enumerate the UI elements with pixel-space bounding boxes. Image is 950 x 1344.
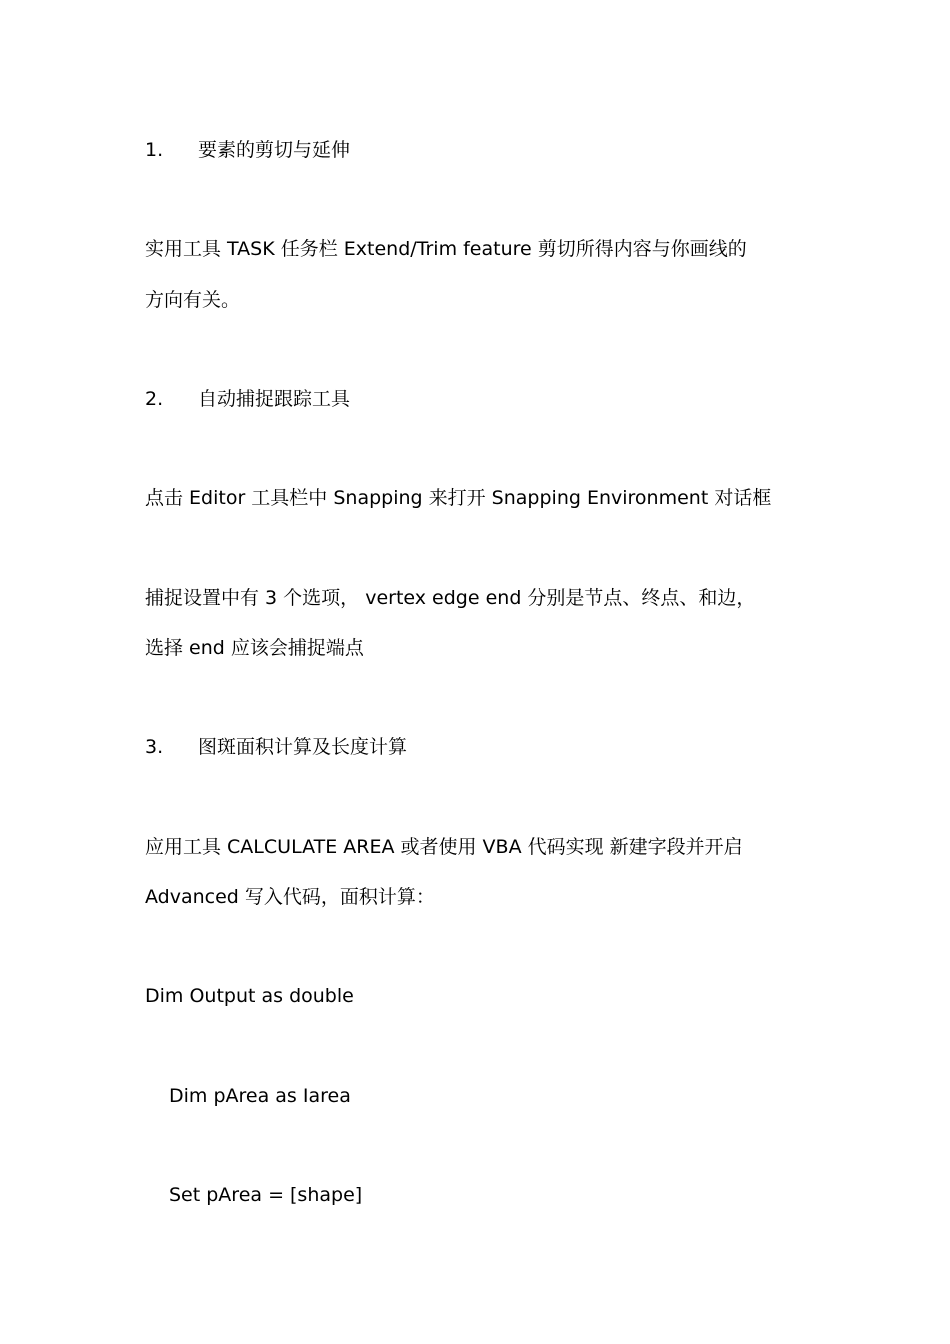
section-1-heading	[145, 138, 350, 162]
section-2-paragraph-2-line-2: 选择 end 应该会捕捉端点	[145, 637, 364, 659]
section-3-body-line-2: Advanced 写入代码，面积计算：	[145, 886, 435, 908]
section-2-number: 2.	[145, 388, 164, 410]
section-2-paragraph-2-line-1: 捕捉设置中有 3 个选项， vertex edge end 分别是节点、终点、和边，	[145, 587, 756, 609]
section-3-heading	[145, 735, 407, 759]
section-2-heading	[145, 387, 350, 411]
section-3-number: 3.	[145, 736, 164, 758]
section-1-title: 要素的剪切与延伸	[198, 139, 351, 161]
section-1-body-line-2: 方向有关。	[145, 289, 241, 311]
code-line-1: Dim Output as double	[145, 985, 354, 1007]
section-1-number: 1.	[145, 139, 164, 161]
section-1-body-line-1: 实用工具 TASK 任务栏 Extend/Trim feature 剪切所得内容与你画线的	[145, 238, 747, 260]
section-3-body-line-1: 应用工具 CALCULATE AREA 或者使用 VBA 代码实现 新建字段并开启	[145, 836, 743, 858]
code-line-2: Dim pArea as Iarea	[169, 1085, 351, 1107]
section-3-title: 图斑面积计算及长度计算	[198, 736, 408, 758]
section-2-title: 自动捕捉跟踪工具	[198, 388, 351, 410]
code-line-3: Set pArea = [shape]	[169, 1184, 363, 1206]
section-2-paragraph-1: 点击 Editor 工具栏中 Snapping 来打开 Snapping Environment 对话框	[145, 487, 772, 509]
